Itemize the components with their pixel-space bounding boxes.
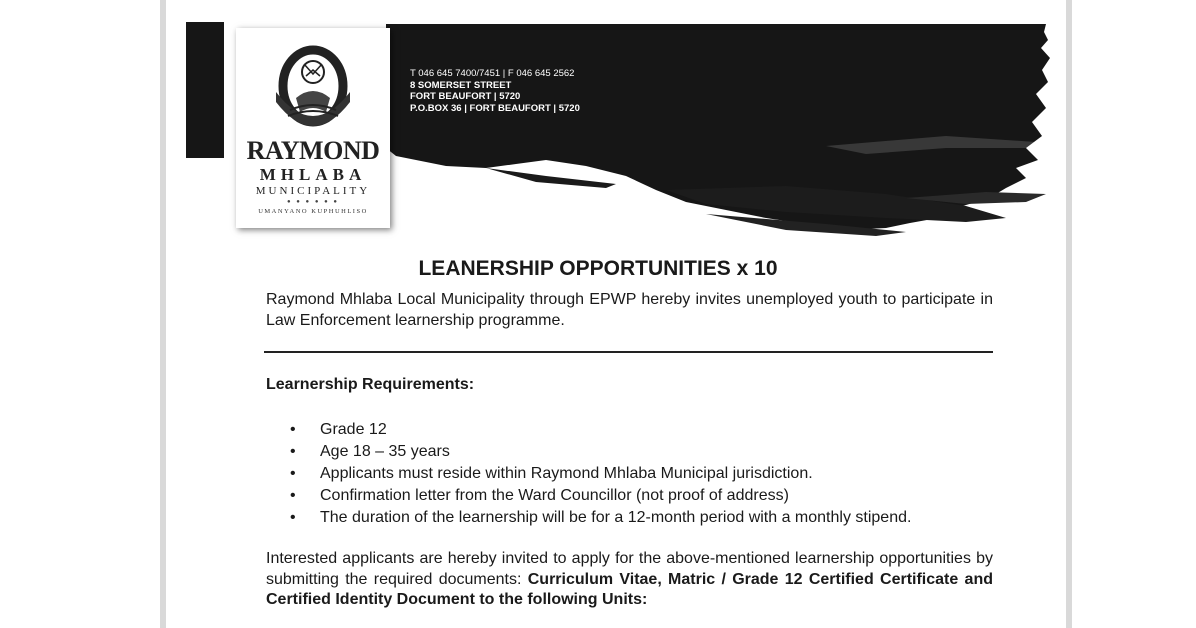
- requirement-item: • Age 18 – 35 years: [290, 441, 911, 463]
- closing-paragraph: [266, 549, 993, 611]
- requirements-heading: Learnership Requirements:: [266, 376, 475, 393]
- logo-wordmark-raymond: RAYMOND: [246, 136, 380, 165]
- logo-motto: UMANYANO KUPHUHLISO: [258, 208, 368, 215]
- municipality-logo: [236, 28, 390, 228]
- closing-required-documents: Curriculum Vitae, Matric / Grade 12 Certified Certificate and Certified Identity Document to the following Units:: [266, 570, 993, 608]
- requirement-item: • Confirmation letter from the Ward Councillor (not proof of address): [290, 485, 911, 507]
- requirements-list: [290, 419, 911, 529]
- page-right-edge: [1066, 0, 1072, 628]
- municipality-emblem-icon: [266, 40, 360, 140]
- notice-title: LEANERSHIP OPPORTUNITIES x 10: [418, 257, 778, 280]
- logo-wordmark-municipality: MUNICIPALITY: [255, 185, 371, 197]
- requirement-item: • Grade 12: [290, 419, 911, 441]
- contact-phone: T 046 645 7400/7451 | F 046 645 2562: [410, 68, 575, 79]
- contact-pobox: P.O.BOX 36 | FORT BEAUFORT | 5720: [410, 102, 580, 114]
- contact-town: FORT BEAUFORT | 5720: [410, 91, 521, 102]
- closing-text: Interested applicants are hereby invited to apply for the above-mentioned learnership opportunities by submitting the required documents:: [266, 550, 993, 588]
- requirement-item: • The duration of the learnership will be for a 12-month period with a monthly stipend.: [290, 507, 911, 529]
- requirement-item: • Applicants must reside within Raymond Mhlaba Municipal jurisdiction.: [290, 463, 911, 485]
- logo-wordmark-mhlaba: MHLABA: [259, 165, 367, 184]
- contact-details: [410, 68, 580, 114]
- horizontal-divider: [264, 351, 993, 353]
- contact-street: 8 SOMERSET STREET: [410, 79, 512, 91]
- notice-intro: Raymond Mhlaba Local Municipality through EPWP hereby invites unemployed youth to participate in Law Enforcement learnership programme.: [266, 291, 993, 329]
- page-left-edge: [160, 0, 166, 628]
- logo-dots-divider: ● ● ● ● ● ●: [286, 199, 340, 205]
